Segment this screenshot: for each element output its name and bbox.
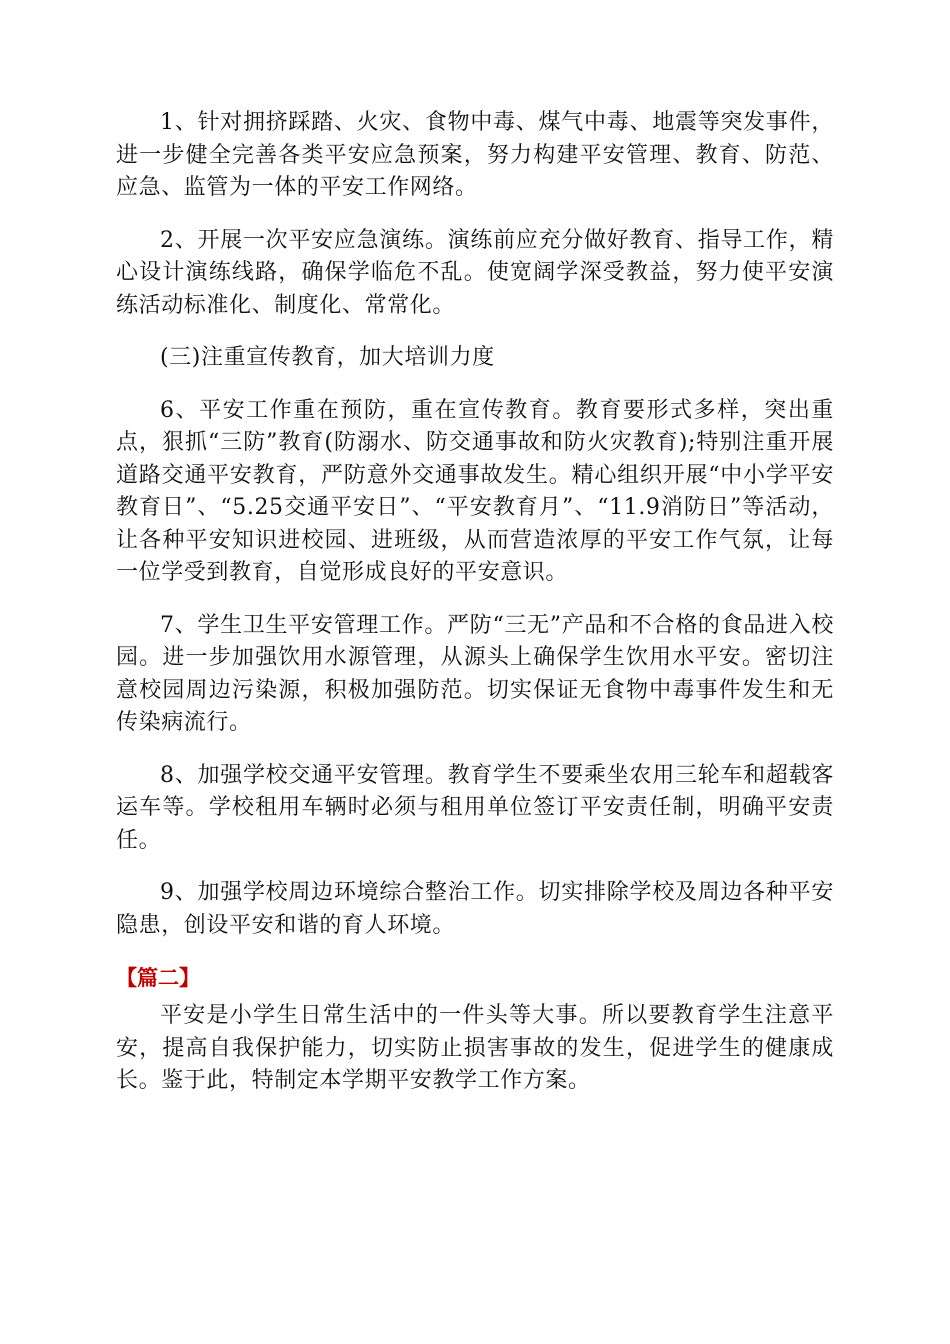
paragraph-2: 2、开展一次平安应急演练。演练前应充分做好教育、指导工作，精心设计演练线路，确保学临危不乱。使宽阔学深受教益，努力使平安演练活动标准化、制度化、常常化。 xyxy=(116,227,834,318)
paragraph-6: 6、平安工作重在预防，重在宣传教育。教育要形式多样，突出重点，狠抓“三防”教育(防溺水、防交通事故和防火灾教育);特别注重开展道路交通平安教育，严防意外交通事故发生。精心组织开展“中小学平安教育日”、“5.25交通平安日”、“平安教育月”、“11.9消防日”等活动，让各种平安知识进校园、进班级，从而营造浓厚的平安工作气氛，让每一位学受到教育，自觉形成良好的平安意识。 xyxy=(116,397,834,585)
paragraph-intro: 平安是小学生日常生活中的一件头等大事。所以要教育学生注意平安，提高自我保护能力，切实防止损害事故的发生，促进学生的健康成长。鉴于此，特制定本学期平安教学工作方案。 xyxy=(116,1003,834,1093)
subheading-3: (三)注重宣传教育，加大培训力度 xyxy=(160,345,495,370)
paragraph-1: 1、针对拥挤踩踏、火灾、食物中毒、煤气中毒、地震等突发事件，进一步健全完善各类平安应急预案，努力构建平安管理、教育、防范、应急、监管为一体的平安工作网络。 xyxy=(116,110,834,200)
section-title: 【篇二】 xyxy=(116,966,200,990)
paragraph-9: 9、加强学校周边环境综合整治工作。切实排除学校及周边各种平安隐患，创设平安和谐的育人环境。 xyxy=(116,880,834,938)
paragraph-8: 8、加强学校交通平安管理。教育学生不要乘坐农用三轮车和超载客运车等。学校租用车辆时必须与租用单位签订平安责任制，明确平安责任。 xyxy=(116,762,834,853)
paragraph-7: 7、学生卫生平安管理工作。严防“三无”产品和不合格的食品进入校园。进一步加强饮用水源管理，从源头上确保学生饮用水平安。密切注意校园周边污染源，积极加强防范。切实保证无食物中毒事件发生和无传染病流行。 xyxy=(116,612,834,735)
